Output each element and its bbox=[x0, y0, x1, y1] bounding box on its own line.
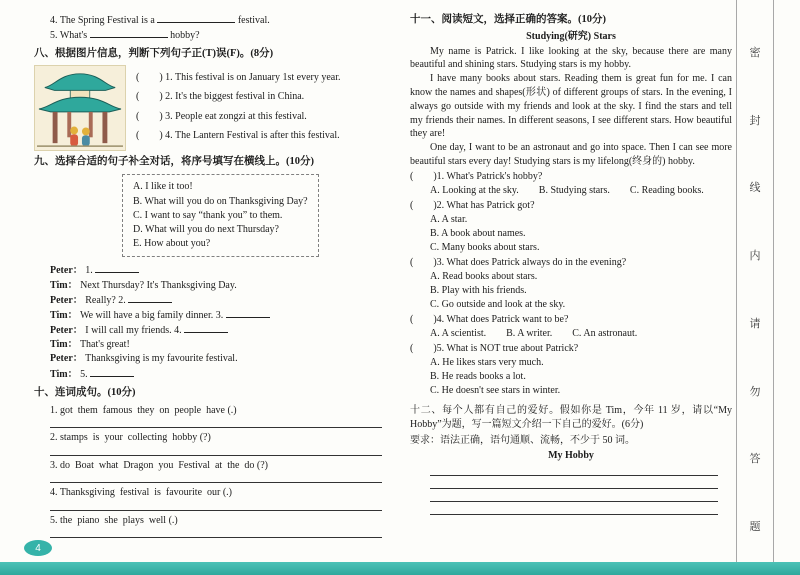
binding-char: 封 bbox=[749, 114, 761, 127]
answer-blank bbox=[184, 323, 228, 333]
answer-rule bbox=[50, 500, 382, 511]
fill-in-blank-4 bbox=[34, 13, 386, 28]
dialogue bbox=[34, 263, 386, 382]
section-8-heading: 八、根据图片信息，判断下列句子正(T)误(F)。(8分) bbox=[34, 48, 274, 59]
question-option: B. A book about names. bbox=[430, 227, 526, 239]
festival-gate-illustration bbox=[34, 65, 126, 151]
page-number-badge: 4 bbox=[24, 540, 52, 556]
option-item: E. How about you? bbox=[133, 238, 211, 250]
speaker-label: Peter： bbox=[50, 325, 83, 337]
section-10-heading: 十、连词成句。(10分) bbox=[34, 386, 136, 398]
question-stem: ( )1. What's Patrick's hobby? bbox=[410, 170, 543, 182]
binding-strip bbox=[736, 0, 774, 562]
fill-text: hobby? bbox=[170, 30, 200, 41]
true-false-item: ( ) 2. It's the biggest festival in China. bbox=[136, 91, 305, 103]
dialogue-line bbox=[50, 293, 386, 308]
speaker-label: Tim： bbox=[50, 309, 78, 321]
dialogue-text: That's great! bbox=[79, 339, 130, 351]
essay-title: My Hobby bbox=[548, 449, 594, 461]
left-page bbox=[34, 13, 386, 540]
answer-rule bbox=[50, 472, 382, 483]
section-12-heading: 十二、每个人都有自己的爱好。假如你是 Tim，今年 11 岁，请以“My Hobby”为题，写一篇短文介绍一下自己的爱好。(6分) bbox=[410, 404, 732, 431]
binding-char: 内 bbox=[749, 250, 761, 263]
rearrange-item: 3. do Boat what Dragon you Festival at the do (?) bbox=[50, 459, 269, 471]
fill-text: 4. The Spring Festival is a bbox=[50, 15, 155, 26]
rearrange-item: 5. the piano she plays well (.) bbox=[50, 514, 178, 526]
dialogue-text: 1. bbox=[85, 265, 93, 277]
answer-blank bbox=[90, 367, 134, 377]
answer-blank bbox=[157, 13, 235, 23]
question-stem: ( )4. What does Patrick want to be? bbox=[410, 313, 569, 325]
sentence-options-box bbox=[122, 174, 319, 257]
dialogue-line bbox=[50, 263, 386, 278]
binding-char: 答 bbox=[749, 453, 761, 466]
question-option: A. A star. bbox=[430, 213, 468, 225]
footer-bar bbox=[0, 562, 800, 575]
passage-paragraph: One day, I want to be an astronaut and go into space. Then I can see more beautiful stars every day! Studying stars is my lifelong(终身的) hobby. bbox=[410, 142, 732, 168]
dialogue-text: I will call my friends. 4. bbox=[85, 325, 182, 337]
question-option: A. Read books about stars. bbox=[430, 270, 538, 282]
question-options-inline: A. Looking at the sky. B. Studying stars. C. Reading books. bbox=[430, 184, 704, 196]
passage-paragraph: I have many books about stars. Reading them is great fun for me. I can know the names and shapes(形状) of different groups of stars. In the evening, I always go outside with my friends and look at the sky. I find the stars and tell my friends their names. In different seasons, I see different stars. How beautiful they are! bbox=[410, 73, 732, 140]
true-false-item: ( ) 1. This festival is on January 1st every year. bbox=[136, 71, 341, 83]
question-options-inline: A. A scientist. B. A writer. C. An astronaut. bbox=[430, 327, 638, 339]
right-page bbox=[410, 13, 732, 540]
dialogue-text: Thanksgiving is my favourite festival. bbox=[85, 353, 238, 365]
writing-line bbox=[430, 476, 718, 489]
fill-text: 5. What's bbox=[50, 30, 88, 41]
binding-char: 勿 bbox=[749, 385, 761, 398]
dialogue-line bbox=[50, 323, 386, 338]
page-content bbox=[34, 13, 732, 540]
chinese-gate-drawing bbox=[35, 66, 125, 150]
dialogue-text: 5. bbox=[80, 368, 88, 380]
rearrange-item: 4. Thanksgiving festival is favourite our (.) bbox=[50, 487, 233, 498]
answer-blank bbox=[128, 293, 172, 303]
rearrange-item: 1. got them famous they on people have (.) bbox=[50, 404, 237, 416]
binding-char: 密 bbox=[749, 47, 761, 59]
dialogue-text: Really? 2. bbox=[85, 294, 126, 306]
fill-text: festival. bbox=[237, 15, 270, 26]
option-item: C. I want to say “thank you” to them. bbox=[133, 209, 283, 221]
answer-blank bbox=[226, 308, 270, 318]
answer-blank bbox=[95, 263, 139, 273]
answer-rule bbox=[50, 527, 382, 538]
binding-char: 线 bbox=[749, 182, 761, 195]
question-option: B. Play with his friends. bbox=[430, 284, 527, 296]
writing-requirement: 要求：语法正确，语句通顺、流畅，不少于 50 词。 bbox=[410, 434, 635, 446]
dialogue-line bbox=[50, 367, 386, 382]
dialogue-line bbox=[50, 308, 386, 323]
section-11-heading: 十一、阅读短文，选择正确的答案。(10分) bbox=[410, 14, 606, 25]
speaker-label: Tim： bbox=[50, 279, 78, 291]
section-8-body bbox=[34, 65, 386, 151]
speaker-label: Tim： bbox=[50, 368, 78, 380]
speaker-label: Peter： bbox=[50, 353, 83, 365]
question-option: C. He doesn't see stars in winter. bbox=[430, 384, 561, 396]
question-stem: ( )2. What has Patrick got? bbox=[410, 199, 535, 211]
passage-paragraph: My name is Patrick. I like looking at the sky, because there are many beautiful and shining stars. Studying stars is my hobby. bbox=[410, 45, 732, 71]
binding-char: 题 bbox=[749, 520, 761, 533]
dialogue-text: Next Thursday? It's Thanksgiving Day. bbox=[80, 279, 237, 291]
question-stem: ( )3. What does Patrick always do in the evening? bbox=[410, 256, 627, 268]
question-option: C. Go outside and look at the sky. bbox=[430, 298, 566, 310]
section-9-heading: 九、选择合适的句子补全对话，将序号填写在横线上。(10分) bbox=[34, 155, 314, 167]
writing-line bbox=[430, 489, 718, 502]
answer-rule bbox=[50, 417, 382, 428]
speaker-label: Peter： bbox=[50, 265, 83, 277]
true-false-list bbox=[136, 65, 386, 151]
fill-in-blank-5 bbox=[34, 28, 386, 43]
option-item: B. What will you do on Thanksgiving Day? bbox=[133, 195, 308, 207]
option-item: D. What will you do next Thursday? bbox=[133, 223, 279, 235]
speaker-label: Tim： bbox=[50, 339, 78, 351]
question-option: C. Many books about stars. bbox=[430, 241, 540, 253]
rearrange-item: 2. stamps is your collecting hobby (?) bbox=[50, 432, 211, 443]
true-false-item: ( ) 4. The Lantern Festival is after this festival. bbox=[136, 130, 340, 142]
writing-line bbox=[430, 463, 718, 476]
dialogue-text: We will have a big family dinner. 3. bbox=[79, 309, 224, 321]
question-stem: ( )5. What is NOT true about Patrick? bbox=[410, 342, 579, 354]
dialogue-line bbox=[50, 338, 386, 352]
option-item: A. I like it too! bbox=[133, 181, 193, 193]
answer-rule bbox=[50, 445, 382, 456]
binding-char: 请 bbox=[749, 317, 761, 330]
speaker-label: Peter： bbox=[50, 294, 83, 306]
question-option: A. He likes stars very much. bbox=[430, 356, 544, 368]
dialogue-line bbox=[50, 279, 386, 293]
writing-line bbox=[430, 502, 718, 515]
dialogue-line bbox=[50, 352, 386, 366]
question-option: B. He reads books a lot. bbox=[430, 370, 526, 382]
answer-blank bbox=[90, 28, 168, 38]
true-false-item: ( ) 3. People eat zongzi at this festival. bbox=[136, 110, 307, 122]
passage-title: Studying(研究) Stars bbox=[526, 30, 616, 42]
